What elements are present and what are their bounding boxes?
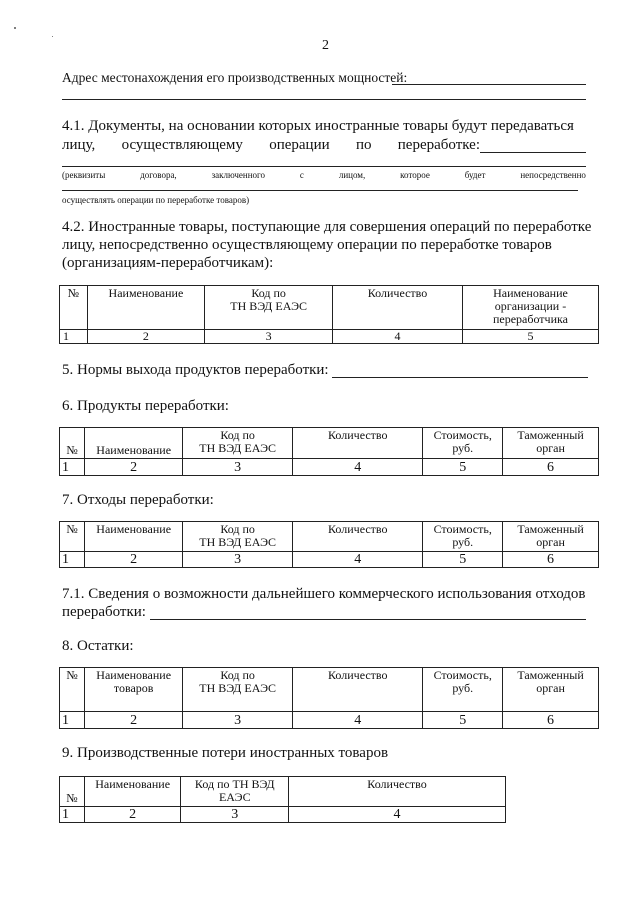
cell: 1 <box>60 552 85 568</box>
cell: 3 <box>181 807 289 823</box>
col-name: Наименование <box>85 522 183 552</box>
header-text: руб. <box>452 441 474 455</box>
word: осуществляющему <box>121 137 243 153</box>
word: лицом, <box>338 170 366 180</box>
cell: 1 <box>60 459 85 476</box>
word: договора, <box>140 170 177 180</box>
col-code <box>183 522 293 552</box>
cell: 3 <box>183 712 293 729</box>
table-row <box>60 459 599 476</box>
cell: 3 <box>183 552 293 568</box>
col-code <box>183 668 293 712</box>
s41-fill-line-3 <box>62 190 578 191</box>
col-customs <box>503 668 599 712</box>
s71-fill-line <box>150 619 586 620</box>
cell: 6 <box>503 459 599 476</box>
header-text: ТН ВЭД ЕАЭС <box>199 441 276 455</box>
header-text: Таможенный <box>517 522 584 536</box>
col-code <box>183 428 293 459</box>
word: которое <box>400 170 430 180</box>
header-text: Код по <box>220 428 255 442</box>
header-text: ТН ВЭД ЕАЭС <box>199 535 276 549</box>
cell: 4 <box>293 712 423 729</box>
word: по <box>355 137 372 153</box>
col-qty: Количество <box>289 777 506 807</box>
col-qty: Количество <box>333 286 463 330</box>
header-text: переработчика <box>492 312 568 326</box>
scan-speck <box>52 36 53 37</box>
s42-table <box>59 285 599 344</box>
col-cost <box>423 428 503 459</box>
header-text: Код по <box>220 522 255 536</box>
col-name: Наименование <box>87 286 205 330</box>
header-text: Стоимость, <box>433 522 492 536</box>
cell: 5 <box>423 552 503 568</box>
header-text: Код по <box>220 668 255 682</box>
s9-table <box>59 776 506 823</box>
word: непосредственно <box>520 170 586 180</box>
word: лицу, <box>62 137 96 153</box>
col-customs <box>503 428 599 459</box>
col-code <box>181 777 289 807</box>
cell: 3 <box>183 459 293 476</box>
header-text: Код по <box>251 286 286 300</box>
cell: 2 <box>85 712 183 729</box>
header-text: орган <box>536 681 565 695</box>
table-header-row <box>60 286 599 330</box>
s41-note1 <box>62 170 586 180</box>
cell: 2 <box>85 552 183 568</box>
cell: 4 <box>293 552 423 568</box>
header-text: ТН ВЭД ЕАЭС <box>230 299 307 313</box>
s7-title: 7. Отходы переработки: <box>62 492 214 508</box>
col-name: Наименование <box>84 777 181 807</box>
word: будет <box>464 170 486 180</box>
address-fill-line-2 <box>62 99 586 100</box>
s41-line1: 4.1. Документы, на основании которых иностранные товары будут передаваться <box>62 118 574 134</box>
table-row <box>60 712 599 729</box>
col-qty: Количество <box>293 668 423 712</box>
col-cost <box>423 668 503 712</box>
header-text: Стоимость, <box>433 428 492 442</box>
word: (реквизиты <box>62 170 106 180</box>
cell: 1 <box>60 330 88 344</box>
word: операции <box>269 137 330 153</box>
col-name: Наименование <box>85 428 183 459</box>
header-text: ТН ВЭД ЕАЭС <box>199 681 276 695</box>
header-text: орган <box>536 535 565 549</box>
s42-line1: 4.2. Иностранные товары, поступающие для совершения операций по переработке <box>62 219 592 235</box>
cell: 3 <box>205 330 333 344</box>
header-text: Таможенный <box>517 668 584 682</box>
header-text: Наименование <box>493 286 568 300</box>
s5-label: 5. Нормы выхода продуктов переработки: <box>62 362 329 378</box>
cell: 5 <box>423 712 503 729</box>
cell: 6 <box>503 712 599 729</box>
col-qty: Количество <box>293 428 423 459</box>
s41-line2 <box>62 137 480 154</box>
header-text: орган <box>536 441 565 455</box>
col-qty: Количество <box>293 522 423 552</box>
s41-fill-line-2 <box>62 166 586 167</box>
header-text: товаров <box>113 681 154 695</box>
cell: 1 <box>60 712 85 729</box>
col-cost <box>423 522 503 552</box>
s9-title: 9. Производственные потери иностранных товаров <box>62 745 389 761</box>
header-text: Стоимость, <box>433 668 492 682</box>
s71-line1: 7.1. Сведения о возможности дальнейшего коммерческого использования отходов <box>62 586 586 602</box>
col-no: № <box>60 428 85 459</box>
s42-line3: (организациям-переработчикам): <box>62 255 274 271</box>
header-text: Таможенный <box>517 428 584 442</box>
cell: 5 <box>462 330 598 344</box>
col-org <box>462 286 598 330</box>
header-text: Код по ТН ВЭД <box>194 777 275 791</box>
s71-line2: переработки: <box>62 604 146 620</box>
col-code <box>205 286 333 330</box>
col-name <box>85 668 183 712</box>
scan-speck <box>14 27 16 29</box>
header-text: Наименование <box>96 668 172 682</box>
s6-title: 6. Продукты переработки: <box>62 398 229 414</box>
s41-note2: осуществлять операции по переработке товаров) <box>62 195 250 205</box>
header-text: ЕАЭС <box>218 790 251 804</box>
col-no: № <box>60 286 88 330</box>
cell: 2 <box>87 330 205 344</box>
word: заключенного <box>211 170 266 180</box>
table-header-row <box>60 428 599 459</box>
s41-fill-line <box>480 152 586 153</box>
s5-fill-line <box>332 377 588 378</box>
cell: 4 <box>293 459 423 476</box>
s42-line2: лицу, непосредственно осуществляющему операции по переработке товаров <box>62 237 552 253</box>
col-customs <box>503 522 599 552</box>
header-text: руб. <box>452 535 474 549</box>
word: переработке: <box>397 137 480 153</box>
col-no: № <box>60 777 85 807</box>
cell: 1 <box>60 807 85 823</box>
s7-table <box>59 521 599 568</box>
page-number: 2 <box>322 38 329 53</box>
word: с <box>299 170 304 180</box>
cell: 4 <box>333 330 463 344</box>
col-no: № <box>60 668 85 712</box>
table-row <box>60 552 599 568</box>
table-row <box>60 330 599 344</box>
address-label: Адрес местонахождения его производственных мощностей: <box>62 70 408 85</box>
address-fill-line <box>392 84 586 85</box>
table-row <box>60 807 506 823</box>
cell: 2 <box>85 459 183 476</box>
cell: 5 <box>423 459 503 476</box>
cell: 6 <box>503 552 599 568</box>
cell: 4 <box>289 807 506 823</box>
s8-title: 8. Остатки: <box>62 638 134 654</box>
s8-table <box>59 667 599 729</box>
cell: 2 <box>84 807 181 823</box>
table-header-row <box>60 668 599 712</box>
header-text: руб. <box>452 681 474 695</box>
table-header-row <box>60 522 599 552</box>
col-no: № <box>60 522 85 552</box>
header-text: организации - <box>494 299 567 313</box>
table-header-row <box>60 777 506 807</box>
s6-table <box>59 427 599 476</box>
